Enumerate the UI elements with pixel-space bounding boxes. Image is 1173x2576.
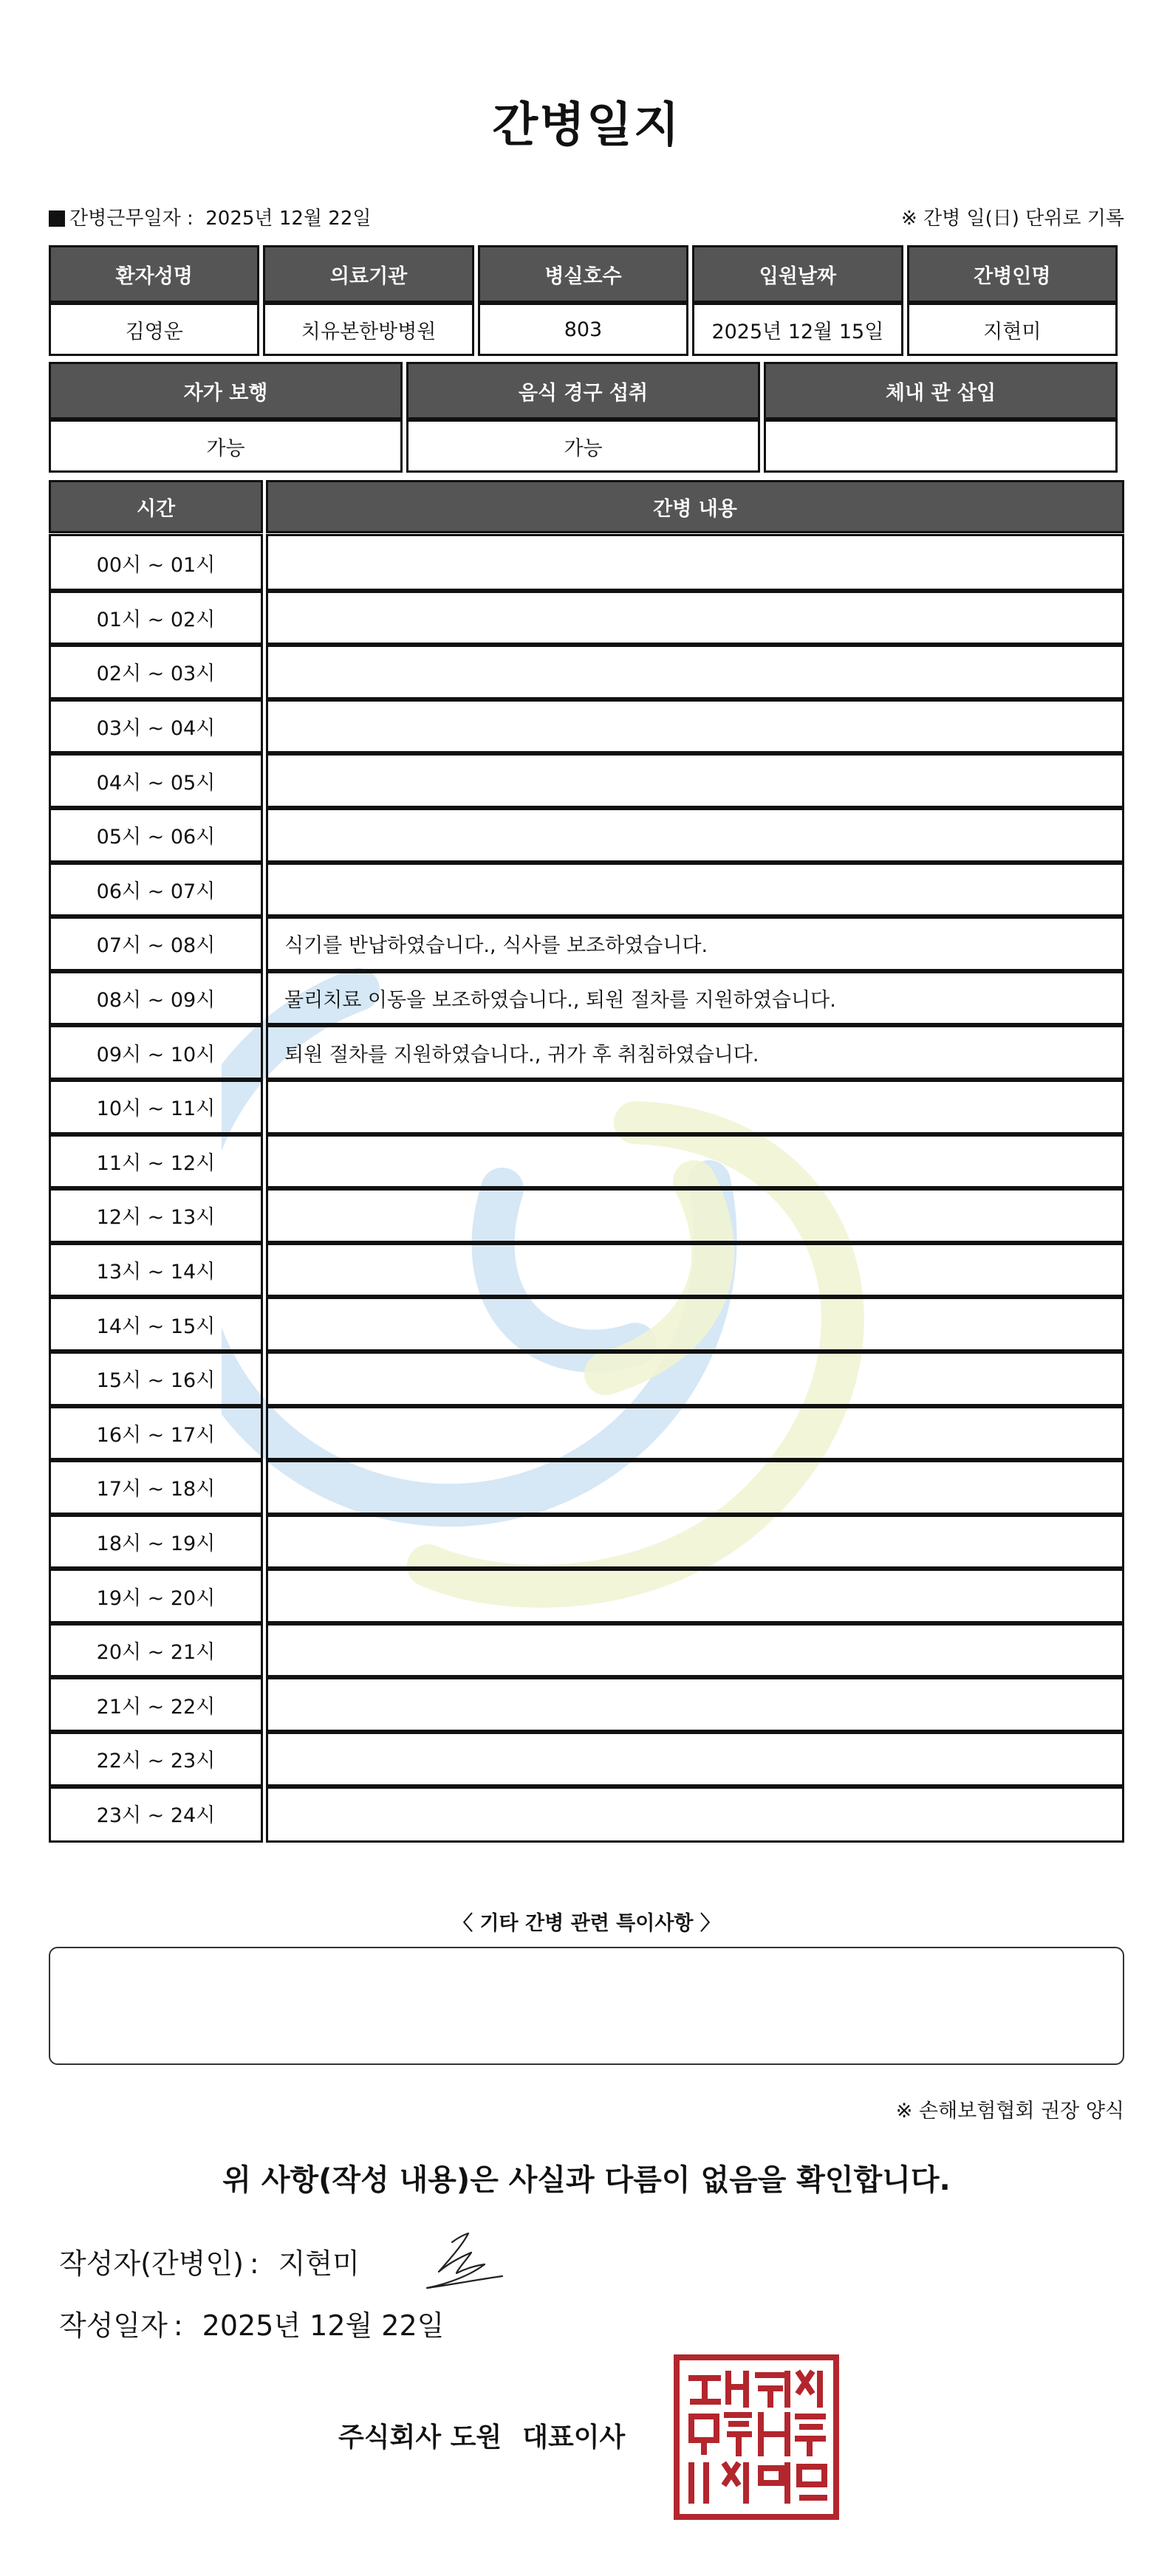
signature-icon bbox=[420, 2227, 508, 2294]
schedule-row bbox=[49, 1458, 1124, 1515]
schedule-content bbox=[266, 860, 1124, 919]
schedule-row bbox=[49, 1023, 1124, 1080]
institution-name: 치유본한방병원 bbox=[263, 303, 473, 356]
writer-line bbox=[59, 2241, 360, 2281]
schedule-row bbox=[49, 1241, 1124, 1298]
schedule-row bbox=[49, 1513, 1124, 1569]
schedule-time: 21시 ~ 22시 bbox=[49, 1675, 263, 1734]
schedule-content bbox=[266, 1566, 1124, 1626]
written-date-line bbox=[59, 2303, 444, 2343]
black-square-icon bbox=[49, 210, 65, 227]
schedule-row bbox=[49, 1566, 1124, 1623]
company-seal-icon bbox=[672, 2353, 841, 2521]
schedule-row bbox=[49, 1784, 1124, 1841]
schedule-row bbox=[49, 806, 1124, 863]
caregiver-name: 지현미 bbox=[907, 303, 1118, 356]
record-unit-note: ※ 간병 일(日) 단위로 기록 bbox=[900, 208, 1124, 230]
schedule-time: 11시 ~ 12시 bbox=[49, 1132, 263, 1191]
schedule-row bbox=[49, 751, 1124, 808]
header-time: 시간 bbox=[49, 480, 263, 533]
schedule-content: 물리치료 이동을 보조하였습니다., 퇴원 절차를 지원하였습니다. bbox=[266, 969, 1124, 1028]
schedule-content bbox=[266, 1295, 1124, 1354]
header-self-walking: 자가 보행 bbox=[49, 362, 403, 419]
header-tube-insertion: 체내 관 삽입 bbox=[764, 362, 1118, 419]
header-room-number: 병실호수 bbox=[478, 245, 688, 303]
schedule-content bbox=[266, 1675, 1124, 1734]
schedule-time: 13시 ~ 14시 bbox=[49, 1241, 263, 1300]
schedule-time: 00시 ~ 01시 bbox=[49, 534, 263, 593]
schedule-content: 퇴원 절차를 지원하였습니다., 귀가 후 취침하였습니다. bbox=[266, 1023, 1124, 1082]
schedule-row bbox=[49, 860, 1124, 917]
schedule-content bbox=[266, 1730, 1124, 1789]
schedule-content bbox=[266, 1186, 1124, 1245]
schedule-row bbox=[49, 1078, 1124, 1134]
schedule-row bbox=[49, 643, 1124, 699]
schedule-header-row bbox=[49, 480, 1124, 536]
schedule-row bbox=[49, 589, 1124, 645]
written-date-label: 작성일자 bbox=[59, 2309, 168, 2342]
schedule-time: 14시 ~ 15시 bbox=[49, 1295, 263, 1354]
schedule-content bbox=[266, 1404, 1124, 1463]
header-admission-date: 입원날짜 bbox=[692, 245, 903, 303]
written-date-value: 2025년 12월 22일 bbox=[202, 2309, 445, 2342]
recommended-form-note: ※ 손해보험협회 권장 양식 bbox=[895, 2100, 1124, 2123]
patient-info-header-row bbox=[49, 245, 1118, 303]
header-institution: 의료기관 bbox=[263, 245, 473, 303]
room-number: 803 bbox=[478, 303, 688, 356]
schedule-content bbox=[266, 534, 1124, 593]
schedule-row bbox=[49, 697, 1124, 754]
admission-date: 2025년 12월 15일 bbox=[692, 303, 903, 356]
written-date-colon: : bbox=[173, 2309, 183, 2342]
schedule-content bbox=[266, 643, 1124, 702]
schedule-time: 08시 ~ 09시 bbox=[49, 969, 263, 1028]
work-date-block bbox=[49, 204, 371, 233]
patient-info-table bbox=[45, 245, 1121, 356]
self-walking-value: 가능 bbox=[49, 419, 403, 473]
schedule-row bbox=[49, 1404, 1124, 1461]
work-date-label: 간병근무일자 : bbox=[69, 208, 194, 230]
schedule-row bbox=[49, 1186, 1124, 1243]
work-date-value: 2025년 12월 22일 bbox=[205, 208, 372, 230]
confirmation-statement: 위 사항(작성 내용)은 사실과 다름이 없음을 확인합니다. bbox=[222, 2163, 951, 2197]
schedule-time: 10시 ~ 11시 bbox=[49, 1078, 263, 1137]
writer-name: 지현미 bbox=[278, 2247, 360, 2280]
patient-info-value-row bbox=[49, 303, 1118, 356]
schedule-content bbox=[266, 1621, 1124, 1680]
schedule-content bbox=[266, 697, 1124, 756]
schedule-content bbox=[266, 1349, 1124, 1408]
special-notes-title: 〈 기타 간병 관련 특이사항 〉 bbox=[453, 1912, 720, 1935]
writer-label: 작성자(간병인) bbox=[59, 2247, 244, 2280]
tube-insertion-value bbox=[764, 419, 1118, 473]
schedule-content bbox=[266, 1241, 1124, 1300]
header-caregiver-name: 간병인명 bbox=[907, 245, 1118, 303]
schedule-time: 19시 ~ 20시 bbox=[49, 1566, 263, 1626]
schedule-time: 17시 ~ 18시 bbox=[49, 1458, 263, 1517]
patient-status-table bbox=[45, 362, 1121, 473]
schedule-time: 06시 ~ 07시 bbox=[49, 860, 263, 919]
schedule-time: 20시 ~ 21시 bbox=[49, 1621, 263, 1680]
schedule-content bbox=[266, 1784, 1124, 1843]
schedule-content bbox=[266, 1513, 1124, 1572]
meta-row bbox=[49, 204, 1124, 233]
schedule-time: 05시 ~ 06시 bbox=[49, 806, 263, 865]
schedule-time: 22시 ~ 23시 bbox=[49, 1730, 263, 1789]
schedule-row bbox=[49, 534, 1124, 591]
company-line bbox=[338, 2416, 625, 2454]
schedule-row bbox=[49, 1132, 1124, 1189]
special-notes-box bbox=[49, 1947, 1124, 2065]
schedule-row bbox=[49, 969, 1124, 1026]
schedule-time: 09시 ~ 10시 bbox=[49, 1023, 263, 1082]
schedule-content bbox=[266, 589, 1124, 648]
schedule-content bbox=[266, 751, 1124, 810]
header-patient-name: 환자성명 bbox=[49, 245, 259, 303]
schedule-time: 01시 ~ 02시 bbox=[49, 589, 263, 648]
patient-name: 김영운 bbox=[49, 303, 259, 356]
company-representative-title: 대표이사 bbox=[522, 2422, 626, 2453]
schedule-content bbox=[266, 1132, 1124, 1191]
schedule-row bbox=[49, 1295, 1124, 1352]
schedule-time: 12시 ~ 13시 bbox=[49, 1186, 263, 1245]
schedule-time: 07시 ~ 08시 bbox=[49, 914, 263, 973]
schedule-time: 04시 ~ 05시 bbox=[49, 751, 263, 810]
schedule-row bbox=[49, 1621, 1124, 1678]
schedule-row bbox=[49, 1730, 1124, 1787]
oral-intake-value: 가능 bbox=[406, 419, 760, 473]
schedule-content: 식기를 반납하였습니다., 식사를 보조하였습니다. bbox=[266, 914, 1124, 973]
special-notes-content bbox=[50, 1948, 1123, 1978]
schedule-content bbox=[266, 806, 1124, 865]
schedule-time: 16시 ~ 17시 bbox=[49, 1404, 263, 1463]
patient-status-header-row bbox=[49, 362, 1118, 419]
schedule-time: 18시 ~ 19시 bbox=[49, 1513, 263, 1572]
patient-status-value-row bbox=[49, 419, 1118, 473]
schedule-time: 15시 ~ 16시 bbox=[49, 1349, 263, 1408]
schedule-row bbox=[49, 914, 1124, 971]
schedule-time: 03시 ~ 04시 bbox=[49, 697, 263, 756]
header-oral-intake: 음식 경구 섭취 bbox=[406, 362, 760, 419]
company-name: 주식회사 도원 bbox=[338, 2422, 502, 2453]
writer-colon: : bbox=[249, 2247, 259, 2280]
header-care-content: 간병 내용 bbox=[266, 480, 1124, 533]
care-schedule-table bbox=[49, 480, 1124, 1840]
schedule-row bbox=[49, 1349, 1124, 1406]
page-title: 간병일지 bbox=[492, 98, 681, 153]
schedule-time: 02시 ~ 03시 bbox=[49, 643, 263, 702]
schedule-row bbox=[49, 1675, 1124, 1732]
schedule-content bbox=[266, 1078, 1124, 1137]
schedule-content bbox=[266, 1458, 1124, 1517]
schedule-time: 23시 ~ 24시 bbox=[49, 1784, 263, 1843]
